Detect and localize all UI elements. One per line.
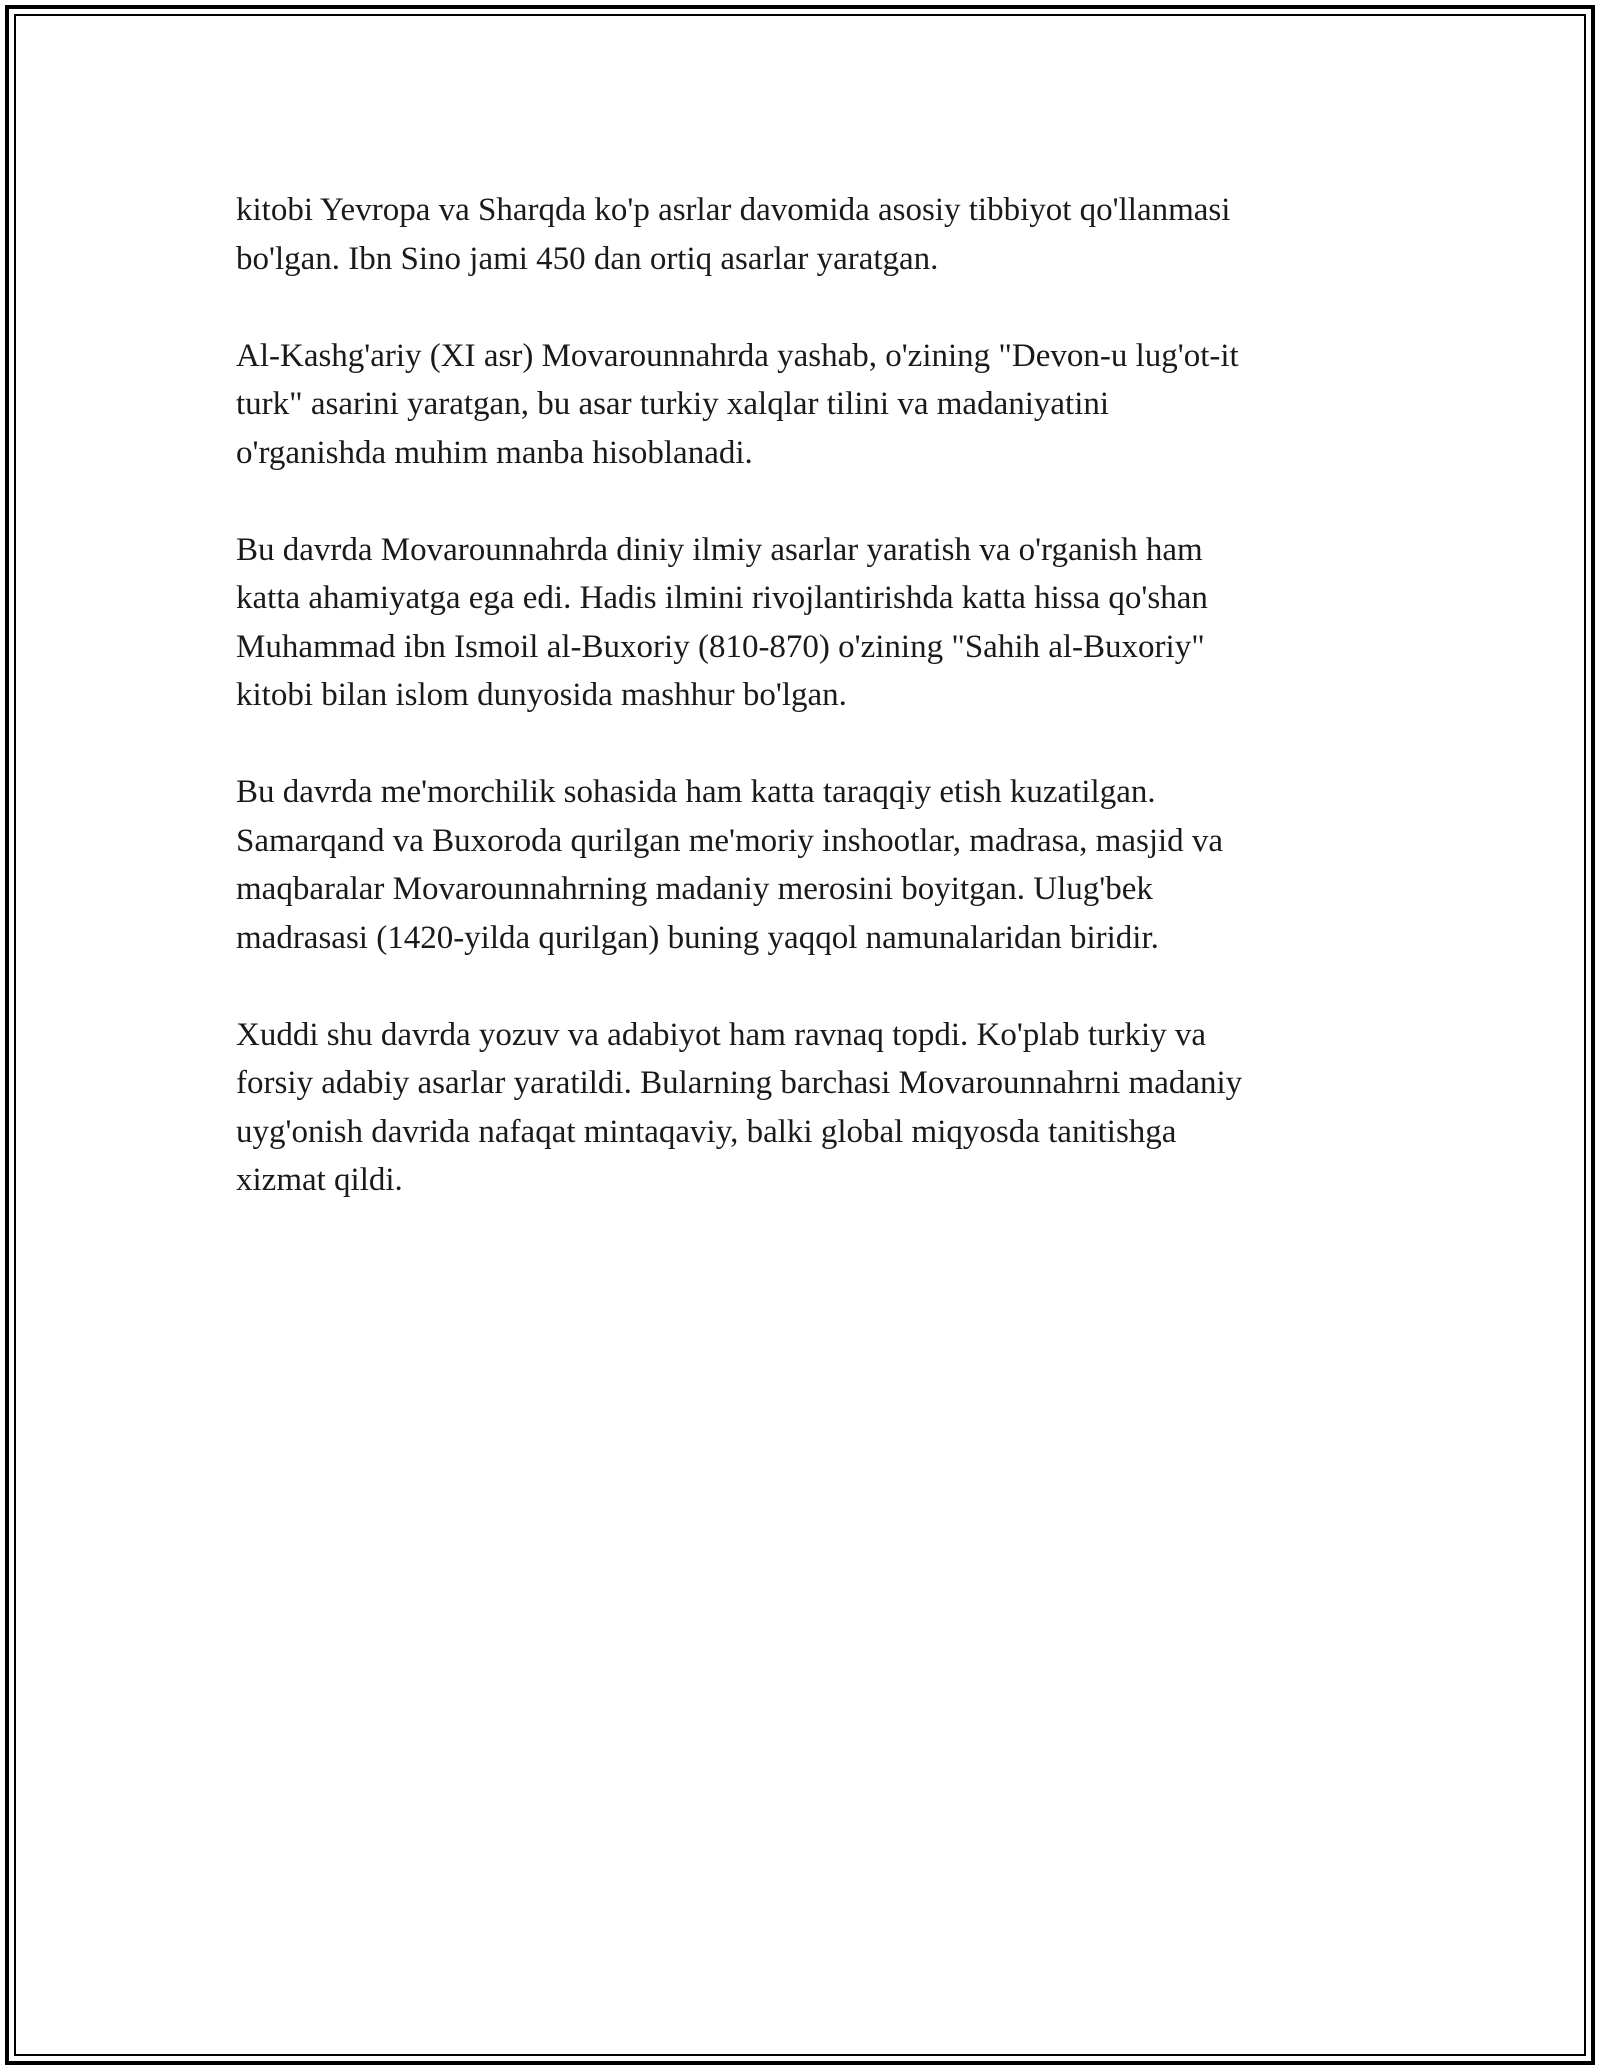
document-body: [236, 186, 1366, 1253]
paragraph-al-kashgariy: Al-Kashg'ariy (XI asr) Movarounnahrda yashab, o'zining "Devon-u lug'ot-it turk" asarini yaratgan, bu asar turkiy xalqlar tilini va madaniyatini o'rganishda muhim manba hisoblanadi.: [236, 337, 1239, 471]
paragraph-literature: Xuddi shu davrda yozuv va adabiyot ham ravnaq topdi. Ko'plab turkiy va forsiy adabiy asarlar yaratildi. Bularning barchasi Movarounnahrni madaniy uyg'onish davrida nafaqat mintaqaviy, balki global miqyosda tanitishga xizmat qildi.: [236, 1016, 1243, 1198]
paragraph-architecture: Bu davrda me'morchilik sohasida ham katta taraqqiy etish kuzatilgan. Samarqand va Buxoroda qurilgan me'moriy inshootlar, madrasa, masjid va maqbaralar Movarounnahrning madaniy merosini boyitgan. Ulug'bek madrasasi (1420-yilda qurilgan) buning yaqqol namunalaridan biridir.: [236, 774, 1224, 956]
paragraph-al-buxoriy: Bu davrda Movarounnahrda diniy ilmiy asarlar yaratish va o'rganish ham katta ahamiyatga ega edi. Hadis ilmini rivojlantirishda katta hissa qo'shan Muhammad ibn Ismoil al-Buxoriy (810-870) o'zining "Sahih al-Buxoriy" kitobi bilan islom dunyosida mashhur bo'lgan.: [236, 531, 1208, 713]
paragraph-ibn-sino: kitobi Yevropa va Sharqda ko'p asrlar davomida asosiy tibbiyot qo'llanmasi bo'lgan. Ibn Sino jami 450 dan ortiq asarlar yaratgan.: [236, 192, 1231, 277]
